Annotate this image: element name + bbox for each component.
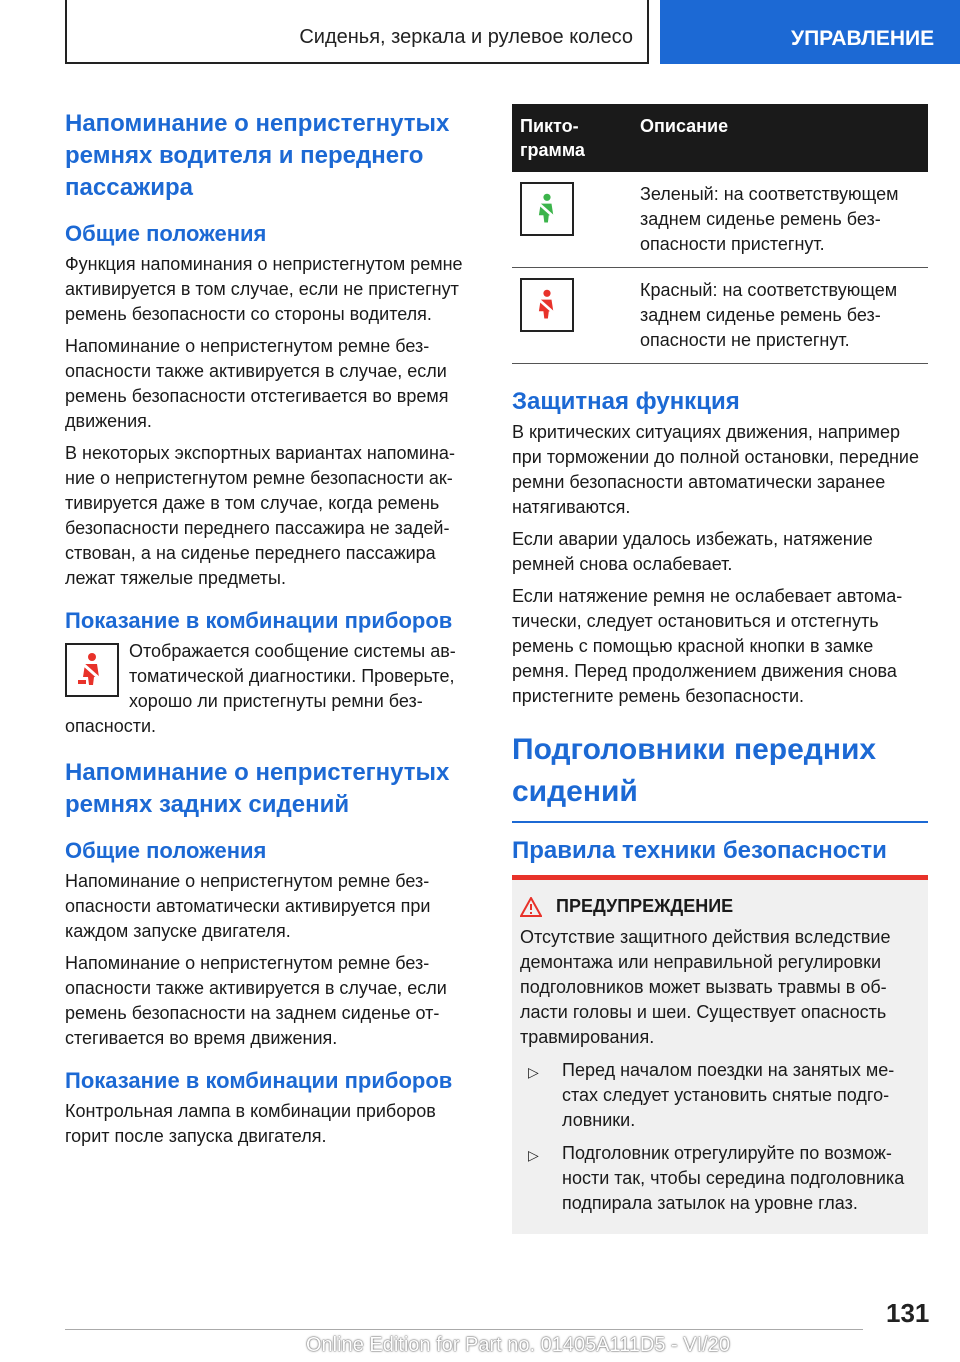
bullet-text: Подголовник отрегулируйте по возможности так, чтобы середина подголовника подпирала затылок на уровне глаз. <box>562 1143 905 1213</box>
heading-display-rear: Показание в комбинации приборов <box>65 1068 453 1093</box>
table-header-row <box>512 104 928 172</box>
triangle-bullet-icon: ▷ <box>528 1064 539 1080</box>
paragraph: Контрольная лампа в комбинации приборов горит после запуска двигателя. <box>65 1101 436 1146</box>
heading-general-rear: Общие положения <box>65 838 267 863</box>
header-box <box>65 0 649 64</box>
left-column <box>65 108 478 1156</box>
table-row <box>512 172 928 268</box>
heading-general: Общие положения <box>65 221 267 246</box>
heading-headrests: Подголовники передних сидений <box>512 733 877 808</box>
warning-header <box>520 896 920 917</box>
heading-rear-reminder: Напоминание о непристегнутых ремнях задних сидений <box>65 759 450 818</box>
table-row <box>512 268 928 364</box>
paragraph: Напоминание о непристегнутом ремне безопасности также активируется в случае, если ремень безопасности на заднем сиденье отстегивается во время движения. <box>65 953 447 1048</box>
seatbelt-warning-icon <box>65 643 119 697</box>
right-column <box>512 104 928 1234</box>
table-header-pictogram: Пиктограмма <box>512 104 632 172</box>
seatbelt-green-icon <box>520 182 574 236</box>
footer-divider <box>65 1329 863 1330</box>
warning-box <box>512 875 928 1234</box>
heading-front-reminder: Напоминание о непристегнутых ремнях водителя и переднего пассажира <box>65 110 450 201</box>
heading-protective-function: Защитная функция <box>512 388 740 415</box>
section-tab[interactable] <box>660 0 960 64</box>
heading-safety-rules: Правила техники безопасности <box>512 837 887 864</box>
paragraph: Если натяжение ремня не ослабевает автоматически, следует остановиться и отстегнуть ремень с помощью красной кнопки в замке ремня. Перед продолжением движения снова пристегните ремень безопасности. <box>512 586 903 706</box>
triangle-bullet-icon: ▷ <box>528 1147 539 1163</box>
warning-triangle-icon <box>520 897 542 917</box>
list-item <box>528 1058 920 1133</box>
paragraph: В критических ситуациях движения, например при торможении до полной остановки, передние ремни безопасности автоматически заранее натягиваются. <box>512 422 919 517</box>
warning-title: ПРЕДУПРЕЖДЕНИЕ <box>556 896 734 916</box>
paragraph: Отображается сообщение системы автоматической диагностики. Проверьте, хорошо ли пристегнуты ремни безопасности. <box>65 641 456 736</box>
table-cell-description: Зеленый: на соответствующем заднем сиденье ремень безопасности пристегнут. <box>632 172 928 268</box>
icon-paragraph <box>65 639 478 739</box>
bullet-text: Перед началом поездки на занятых местах следует установить снятые подголовники. <box>562 1060 895 1130</box>
paragraph: Если аварии удалось избежать, натяжение ремней снова ослабевает. <box>512 529 873 574</box>
table-cell-description: Красный: на соответствующем заднем сиденье ремень безопасности не пристегнут. <box>632 268 928 364</box>
paragraph: В некоторых экспортных вариантах напоминание о непристегнутом ремне безопасности активируется даже в том случае, когда ремень безопасности переднего пассажира не задействован, а на сиденье переднего пассажира лежат тяжелые предметы. <box>65 443 455 588</box>
table-header-description: Описание <box>632 104 928 172</box>
heading-divider <box>512 821 928 823</box>
paragraph: Напоминание о непристегнутом ремне безопасности также активируется в случае, если ремень безопасности отстегивается во время движения. <box>65 336 449 431</box>
paragraph: Функция напоминания о непристегнутом ремне активируется в том случае, если не пристегнут ремень безопасности со стороны водителя. <box>65 254 463 324</box>
table-cell-icon <box>512 268 632 364</box>
section-label: УПРАВЛЕНИЕ <box>791 27 935 50</box>
footer-text: Online Edition for Part no. 01405A111D5 - VI/20 <box>306 1334 730 1356</box>
pictogram-table <box>512 104 928 364</box>
heading-display: Показание в комбинации приборов <box>65 608 453 633</box>
chapter-title: Сиденья, зеркала и рулевое колесо <box>299 26 633 48</box>
table-cell-icon <box>512 172 632 268</box>
page-number: 131 <box>886 1298 930 1328</box>
list-item <box>528 1141 920 1216</box>
paragraph: Напоминание о непристегнутом ремне безопасности автоматически активируется при каждом запуске двигателя. <box>65 871 431 941</box>
seatbelt-red-icon <box>520 278 574 332</box>
warning-text: Отсутствие защитного действия вследствие демонтажа или неправильной регулировки подголовников может вызвать травмы в области головы и шеи. Существует опасность травмирования. <box>520 927 891 1047</box>
